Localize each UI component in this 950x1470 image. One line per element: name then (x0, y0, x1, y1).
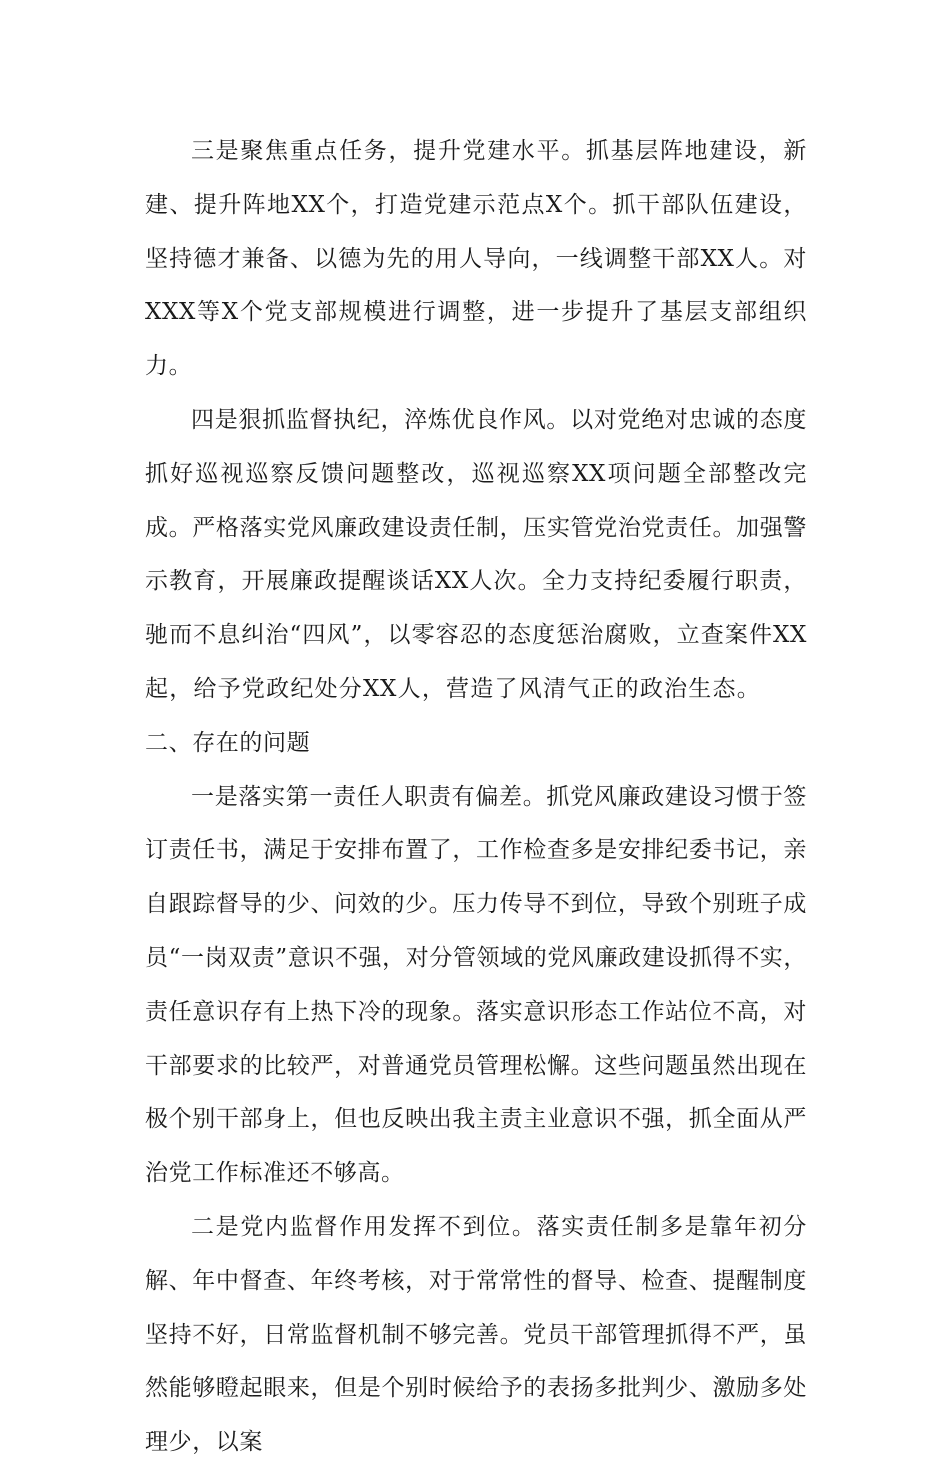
paragraph-internal-supervision-text: 二是党内监督作用发挥不到位。落实责任制多是靠年初分解、年中督查、年终考核，对于常常性的督导、检查、提醒制度坚持不好，日常监督机制不够完善。党员干部管理抓得不严，虽然能够瞪起眼来，但是个别时候给予的表扬多批判少、激励多处理少，以案 (145, 1213, 807, 1456)
document-body (145, 125, 807, 1470)
paragraph-first-responsibility (145, 771, 807, 1201)
paragraph-key-tasks (145, 125, 807, 394)
paragraph-internal-supervision (145, 1201, 807, 1470)
paragraph-key-tasks-text: 三是聚焦重点任务，提升党建水平。抓基层阵地建设，新建、提升阵地XX个，打造党建示范点X个。抓干部队伍建设，坚持德才兼备、以德为先的用人导向，一线调整干部XX人。对XXX等X个党支部规模进行调整，进一步提升了基层支部组织力。 (145, 138, 807, 380)
paragraph-supervision (145, 394, 807, 771)
section-heading-problems: 二、存在的问题 (145, 729, 311, 756)
paragraph-first-responsibility-text: 一是落实第一责任人职责有偏差。抓党风廉政建设习惯于签订责任书，满足于安排布置了，工作检查多是安排纪委书记，亲自跟踪督导的少、问效的少。压力传导不到位，导致个别班子成员“一岗双责”意识不强，对分管领域的党风廉政建设抓得不实，责任意识存有上热下冷的现象。落实意识形态工作站位不高，对干部要求的比较严，对普通党员管理松懈。这些问题虽然出现在极个别干部身上，但也反映出我主责主业意识不强，抓全面从严治党工作标准还不够高。 (145, 783, 807, 1187)
paragraph-supervision-text: 四是狠抓监督执纪，淬炼优良作风。以对党绝对忠诚的态度抓好巡视巡察反馈问题整改，巡视巡察XX项问题全部整改完成。严格落实党风廉政建设责任制，压实管党治党责任。加强警示教育，开展廉政提醒谈话XX人次。全力支持纪委履行职责，驰而不息纠治“四风”，以零容忍的态度惩治腐败，立查案件XX起，给予党政纪处分XX人，营造了风清气正的政治生态。 (145, 406, 807, 702)
